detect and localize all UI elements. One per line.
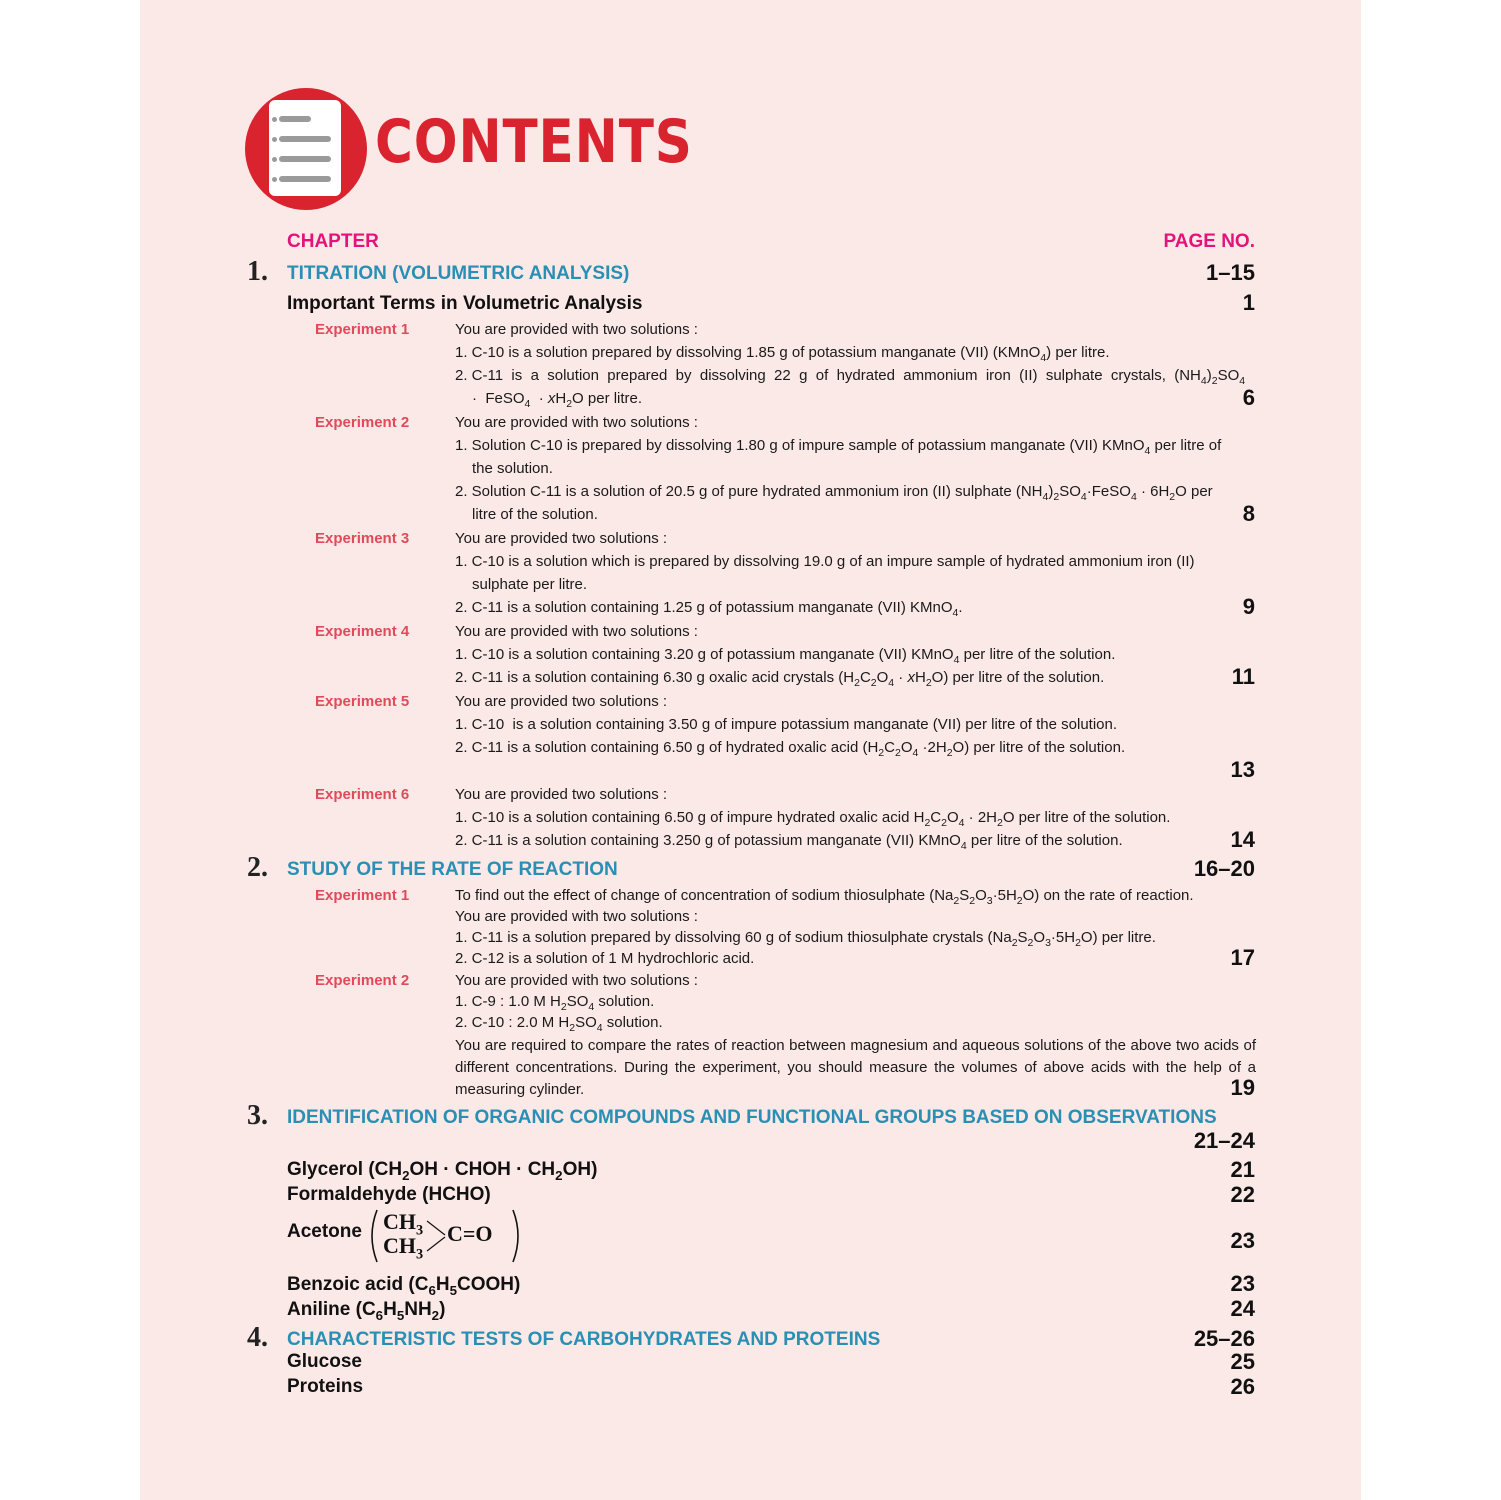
experiment-text: You are provided two solutions : <box>455 786 668 803</box>
section-page: 21 <box>1230 1157 1255 1182</box>
section-page: 25 <box>1230 1349 1255 1374</box>
experiment-text: 2. C-12 is a solution of 1 M hydrochloric acid. <box>455 950 755 967</box>
section-title: Glycerol ($CH_2OH$ · CHOH · $CH_2OH$) <box>287 1159 598 1183</box>
experiment-text: You are provided two solutions : <box>455 530 668 547</box>
experiment-text: sulphate per litre. <box>472 576 588 593</box>
experiment-label: Experiment 2 <box>315 414 410 431</box>
page-title: CONTENTS <box>375 107 693 177</box>
experiment-page: 17 <box>1230 945 1255 970</box>
experiment-label: Experiment 1 <box>315 321 410 338</box>
experiment-label: Experiment 5 <box>315 693 410 710</box>
experiment-text: You are provided with two solutions : <box>455 908 698 925</box>
experiment-text: 1. C-9 : 1.0 M $H_2SO_4$ solution. <box>455 993 655 1013</box>
experiment-text: · FeSO$_4$ · $xH_2O$ per litre. <box>472 390 643 410</box>
document-list-icon <box>269 100 341 196</box>
experiment-label: Experiment 3 <box>315 530 410 547</box>
section-title: Important Terms in Volumetric Analysis <box>287 293 643 314</box>
section-title: Aniline $(C_6H_5NH_2)$ <box>287 1299 446 1323</box>
contents-logo <box>245 88 367 210</box>
experiment-text: 1. C-10 is a solution containing 6.50 g of impure hydrated oxalic acid $H_2C_2O_4 \cdot 2H_2O$ per litre of the solution. <box>455 809 1171 829</box>
chapter-page-range: 1–15 <box>1206 260 1255 285</box>
section-title: Proteins <box>287 1376 364 1397</box>
section-page: 24 <box>1230 1296 1255 1321</box>
experiment-text: You are provided with two solutions : <box>455 414 698 431</box>
experiment-page: 11 <box>1231 664 1255 689</box>
chapter-page-range: 16–20 <box>1193 856 1255 881</box>
section-title: Formaldehyde (HCHO) <box>287 1184 491 1205</box>
experiment-page: 13 <box>1230 757 1255 782</box>
acetone-ch3-bottom: $CH_3$ <box>383 1233 424 1263</box>
chapter-title: CHARACTERISTIC TESTS OF CARBOHYDRATES AND PROTEINS <box>287 1329 881 1350</box>
chapter-title: STUDY OF THE RATE OF REACTION <box>287 859 618 880</box>
experiment-text: 2. C-11 is a solution containing 1.25 g of potassium manganate (VII) KMnO$_4$. <box>455 599 963 619</box>
experiment-label: Experiment 2 <box>315 972 410 989</box>
chapter-title: IDENTIFICATION OF ORGANIC COMPOUNDS AND FUNCTIONAL GROUPS BASED ON OBSERVATIONS <box>287 1107 1217 1128</box>
chapter-number: 3. <box>247 1100 268 1131</box>
section-page: 23 <box>1230 1271 1255 1296</box>
experiment-text: 2. C-11 is a solution containing 3.250 g of potassium manganate (VII) KMnO$_4$ per litre of the solution. <box>455 832 1123 852</box>
experiment-text: 2. C-10 : 2.0 M $H_2SO_4$ solution. <box>455 1014 663 1034</box>
experiment-page: 19 <box>1230 1075 1255 1100</box>
experiment-text: 2. C-11 is a solution containing 6.30 g oxalic acid crystals $(H_2C_2O_4 \cdot xH_2O)$ per litre of the solution. <box>455 669 1105 689</box>
experiment-text: 1. C-10 is a solution prepared by dissolving 1.85 g of potassium manganate (VII) (KMnO$_4$) per litre. <box>455 344 1110 364</box>
experiment-page: 14 <box>1230 827 1255 852</box>
experiment-text: 1. C-10 is a solution containing 3.50 g of impure potassium manganate (VII) per litre of the solution. <box>455 716 1118 733</box>
experiment-label: Experiment 4 <box>315 623 410 640</box>
page-no-header: PAGE NO. <box>1163 231 1255 252</box>
chapter-page-range: 21–24 <box>1193 1128 1255 1153</box>
experiment-text: the solution. <box>472 460 553 477</box>
experiment-page: 8 <box>1242 501 1255 526</box>
experiment-text: 1. C-10 is a solution which is prepared by dissolving 19.0 g of an impure sample of hydrated ammonium iron (II) <box>455 553 1195 570</box>
chapter-number: 1. <box>247 256 268 287</box>
experiment-text: You are provided two solutions : <box>455 693 668 710</box>
chapter-number: 4. <box>247 1322 268 1353</box>
chapter-number: 2. <box>247 852 268 883</box>
experiment-text: You are required to compare the rates of reaction between magnesium and aqueous solutions of the above two acids of different concentrations. During the experiment, you should measure the volumes of above acids with the help of a measuring cylinder. <box>455 1037 1256 1098</box>
section-title: Glucose <box>287 1351 362 1372</box>
acetone-ch3-top: $CH_3$ <box>383 1209 424 1239</box>
experiment-text: 1. C-10 is a solution containing 3.20 g of potassium manganate (VII) KMnO$_4$ per litre of the solution. <box>455 646 1116 666</box>
experiment-text: 1. C-11 is a solution prepared by dissolving 60 g of sodium thiosulphate crystals $(Na_2S_2O_3\cdot 5H_2O)$ per litre. <box>455 929 1156 949</box>
experiment-label: Experiment 1 <box>315 887 410 904</box>
experiment-page: 6 <box>1242 385 1255 410</box>
experiment-text: 2. Solution C-11 is a solution of 20.5 g of pure hydrated ammonium iron (II) sulphate $(NH_4)_2SO_4\cdot FeSO_4 \cdot 6H_2O$ per <box>455 483 1213 503</box>
experiment-page: 9 <box>1242 594 1255 619</box>
experiment-text: 2. C-11 is a solution containing 6.50 g of hydrated oxalic acid $(H_2C_2O_4 \cdot 2H_2O)$ per litre of the solution. <box>455 739 1126 759</box>
section-page: 26 <box>1230 1374 1255 1399</box>
experiment-text: You are provided with two solutions : <box>455 321 698 338</box>
acetone-carbonyl: C=O <box>447 1221 493 1246</box>
section-page: 23 <box>1230 1228 1255 1253</box>
experiment-text: 2. C-11 is a solution prepared by dissolving 22 g of hydrated ammonium iron (II) sulphate crystals, $(NH_4)_2SO_4$ <box>455 367 1246 387</box>
experiment-text: You are provided with two solutions : <box>455 623 698 640</box>
experiment-text: To find out the effect of change of concentration of sodium thiosulphate $(Na_2S_2O_3\cdot 5H_2O)$ on the rate of reaction. <box>455 887 1194 907</box>
section-title: Acetone <box>287 1221 362 1242</box>
experiment-text: litre of the solution. <box>472 506 598 523</box>
experiment-text: You are provided with two solutions : <box>455 972 698 989</box>
section-title: Benzoic acid $(C_6H_5COOH)$ <box>287 1274 521 1298</box>
section-page: 22 <box>1230 1182 1255 1207</box>
chapter-header: CHAPTER <box>287 231 379 252</box>
experiment-label: Experiment 6 <box>315 786 410 803</box>
chapter-page-range: 25–26 <box>1193 1326 1255 1351</box>
acetone-structure <box>367 1207 523 1265</box>
chapter-title: TITRATION (VOLUMETRIC ANALYSIS) <box>287 263 630 284</box>
experiment-text: 1. Solution C-10 is prepared by dissolving 1.80 g of impure sample of potassium manganate (VII) KMnO$_4$ per litre of <box>455 437 1222 457</box>
section-page: 1 <box>1242 290 1255 315</box>
